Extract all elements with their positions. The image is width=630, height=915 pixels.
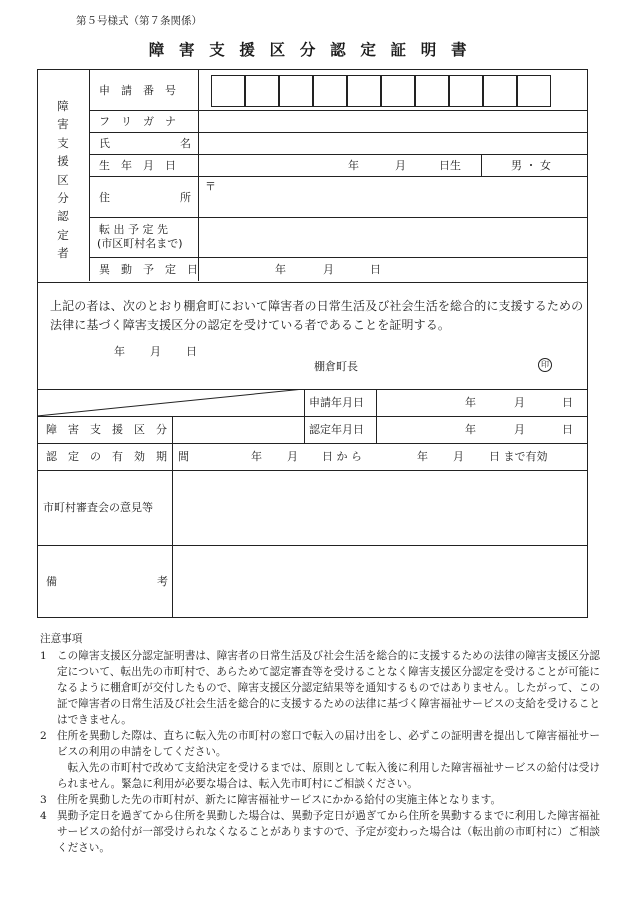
section-label-applicant: 障 害 支 援 区 分 認 定 者	[57, 99, 69, 261]
document-title: 障害支援区分認定証明書	[148, 41, 482, 59]
note-text: 住所を異動した際は、直ちに転入先の市町村の窓口で転入の届け出をし、必ずこの証明書を提出して障害福祉サービスの利用の申請をしてください。	[57, 730, 600, 758]
application-number-label: 申 請 番 号	[99, 84, 176, 97]
name-label-left: 氏	[99, 137, 110, 150]
certification-statement: 上記の者は、次のとおり棚倉町において障害者の日常生活及び社会生活を総合的に支援するための法律に基づく障害支援区分の認定を受けている者であることを証明する。	[50, 299, 584, 332]
form-number: 第５号様式（第７条関係）	[76, 15, 202, 27]
divider	[37, 443, 587, 444]
application-number-box[interactable]	[211, 75, 245, 107]
divider	[37, 545, 587, 546]
divider	[304, 389, 305, 443]
note-text: この障害支援区分認定証明書は、障害者の日常生活及び社会生活を総合的に支援するための法律の障害支援区分認定について、転出先の市町村で、あらためて認定審査等を受けることなく障害支援区分認定を受けることが可能になるように棚倉町が交付したもので、障害支援区分認定結果等を通知するものではありません。したがって、この証で障害者の日常生活及び社会生活を総合的に支援するための法律に基づく障害福祉サービスの支給を受けることはできません。	[57, 650, 600, 726]
validity-from-day: 日 か ら	[322, 450, 362, 463]
divider	[37, 416, 587, 417]
birth-day: 日生	[439, 159, 461, 172]
divider	[481, 154, 482, 176]
note-number: 1	[40, 650, 47, 662]
divider	[37, 470, 587, 471]
application-number-box[interactable]	[415, 75, 449, 107]
birth-month: 月	[395, 159, 406, 172]
move-month: 月	[323, 263, 334, 276]
divider	[89, 257, 587, 258]
certification-day: 日	[186, 345, 197, 358]
note-item	[40, 808, 600, 856]
postal-mark: 〒	[205, 180, 216, 193]
divider	[89, 217, 587, 218]
certification-date-year: 年	[465, 423, 476, 436]
application-date-month: 月	[514, 396, 525, 409]
validity-from-month: 月	[287, 450, 298, 463]
note-text: 異動予定日を過ぎてから住所を異動した場合は、異動予定日が過ぎてから住所を異動するまでに利用した障害福祉サービスの給付が一部受けられなくなることがありますので、予定が変わった場合は（転出前の市町村に）ご相談ください。	[57, 810, 600, 854]
birth-year: 年	[348, 159, 359, 172]
address-label-left: 住	[99, 191, 110, 204]
note-item	[40, 792, 600, 808]
transfer-label: 転 出 予 定 先	[99, 223, 168, 236]
application-date-label: 申請年月日	[309, 396, 364, 409]
validity-label: 認 定 の 有 効 期 間	[46, 450, 189, 463]
remarks-label-right: 考	[157, 575, 168, 588]
address-label-right: 所	[180, 191, 191, 204]
application-number-box[interactable]	[313, 75, 347, 107]
certification-date-month: 月	[514, 423, 525, 436]
divider	[376, 389, 377, 443]
review-label: 市町村審査会の意見等	[43, 501, 153, 514]
validity-from-year: 年	[251, 450, 262, 463]
certification-year: 年	[114, 345, 125, 358]
note-text: 住所を異動した先の市町村が、新たに障害福祉サービスにかかる給付の実施主体となります。	[57, 794, 502, 806]
application-date-year: 年	[465, 396, 476, 409]
divider	[89, 176, 587, 177]
note-item	[40, 728, 600, 760]
application-number-box[interactable]	[245, 75, 279, 107]
notes-heading: 注意事項	[40, 633, 83, 645]
divider	[89, 69, 90, 281]
name-label-right: 名	[180, 137, 191, 150]
move-date-label: 異 動 予 定 日	[99, 263, 198, 276]
move-year: 年	[275, 263, 286, 276]
certification-date-label: 認定年月日	[309, 423, 364, 436]
note-number: 2	[40, 730, 47, 742]
divider	[89, 154, 587, 155]
furigana-label: フ リ ガ ナ	[99, 115, 176, 128]
note-item	[40, 648, 600, 728]
note-number: 4	[40, 810, 47, 822]
move-day: 日	[370, 263, 381, 276]
divider	[172, 416, 173, 617]
divider	[89, 132, 587, 133]
remarks-label-left: 備	[46, 575, 57, 588]
diagonal-line	[37, 389, 304, 417]
seal-mark: 印	[538, 358, 552, 372]
validity-to-day: 日 まで有効	[489, 450, 548, 463]
transfer-label-note: (市区町村名まで)	[97, 237, 183, 250]
application-number-box[interactable]	[483, 75, 517, 107]
note-paragraph: 転入先の市町村で改めて支給決定を受けるまでは、原則として転入後に利用した障害福祉サービスの給付は受けられません。緊急に利用が必要な場合は、転入先市町村にご相談ください。	[57, 762, 600, 790]
divider	[198, 69, 199, 281]
application-number-box[interactable]	[517, 75, 551, 107]
certification-month: 月	[150, 345, 161, 358]
result-table	[37, 389, 588, 618]
notes-section	[40, 631, 600, 856]
application-number-box[interactable]	[347, 75, 381, 107]
validity-to-month: 月	[453, 450, 464, 463]
gender-field[interactable]: 男 ・ 女	[511, 159, 551, 172]
category-label: 障 害 支 援 区 分	[46, 423, 167, 436]
application-number-box[interactable]	[381, 75, 415, 107]
certification-date-day: 日	[562, 423, 573, 436]
validity-to-year: 年	[417, 450, 428, 463]
application-date-day: 日	[562, 396, 573, 409]
application-number-box[interactable]	[279, 75, 313, 107]
note-number: 3	[40, 794, 47, 806]
issuer-name: 棚倉町長	[314, 360, 358, 373]
birth-label: 生 年 月 日	[99, 159, 176, 172]
divider	[89, 110, 587, 111]
application-number-box[interactable]	[449, 75, 483, 107]
